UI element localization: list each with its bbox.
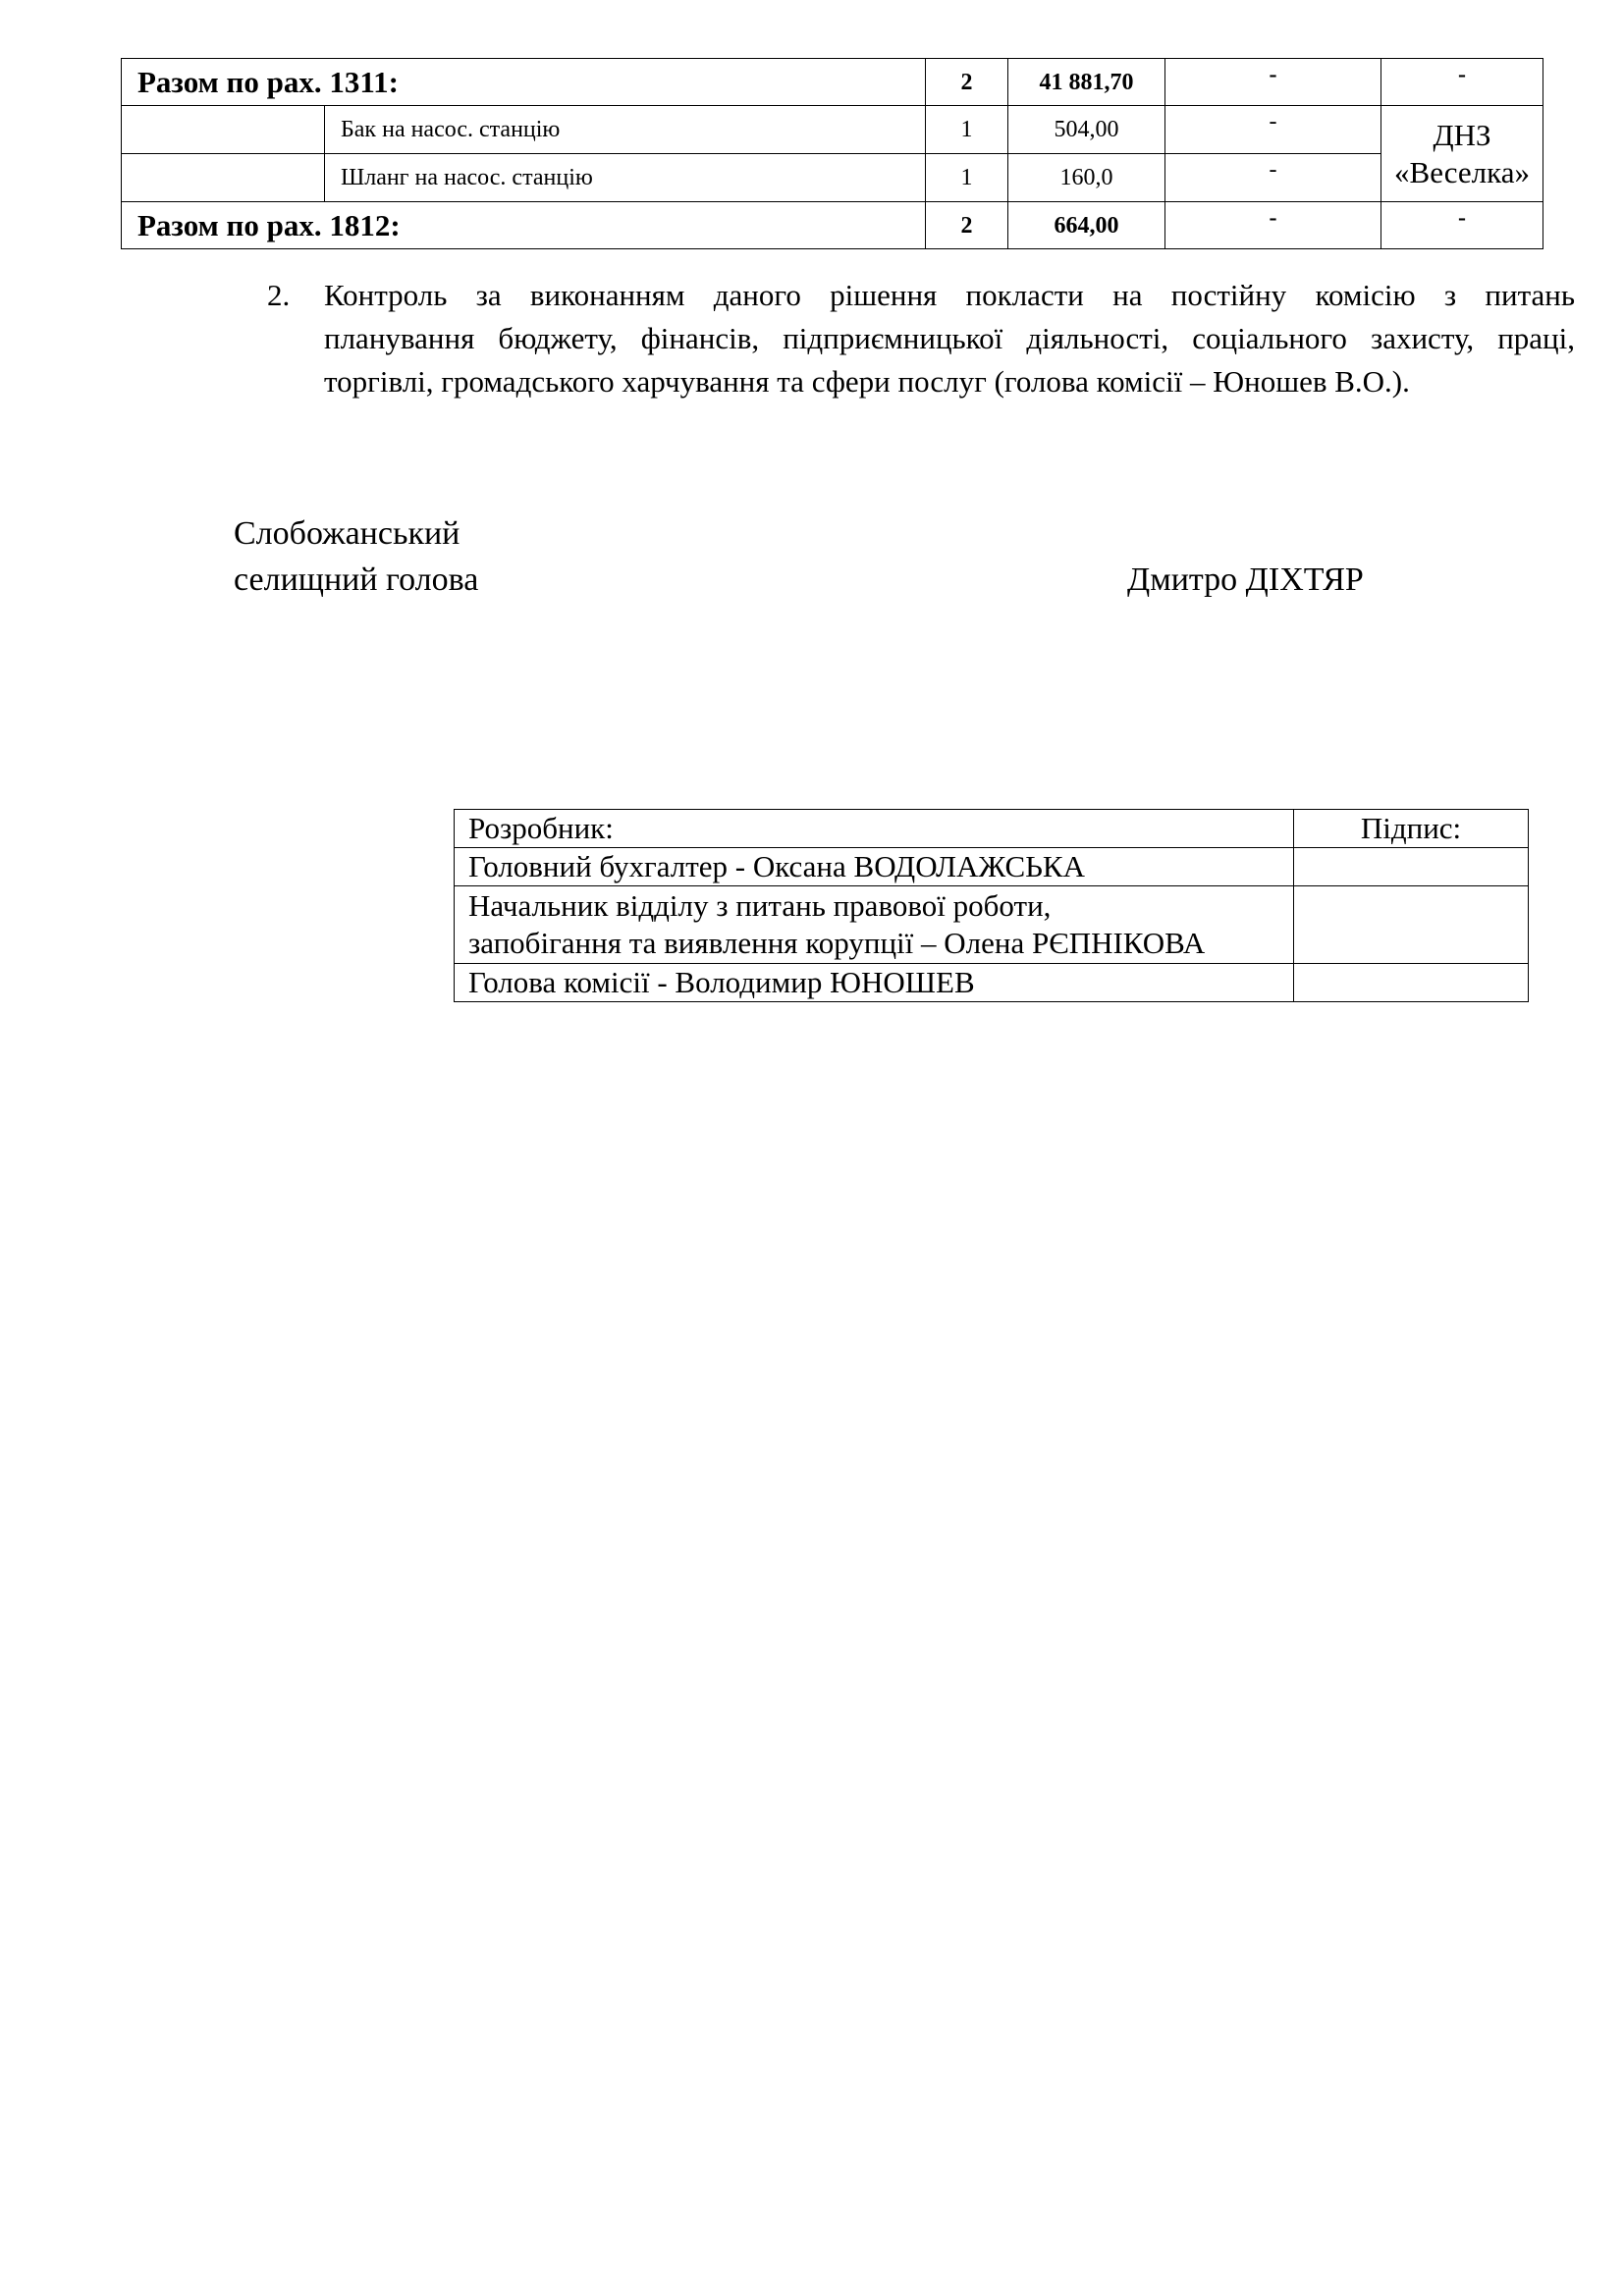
table-row	[455, 886, 1529, 964]
developer-table	[454, 809, 1529, 1002]
paragraph-line: Контроль за виконанням даного рішення покласти на постійну комісію з питань	[324, 278, 1575, 312]
item-quantity: 1	[926, 154, 1008, 202]
table-row	[122, 106, 1543, 154]
total-quantity: 2	[926, 59, 1008, 106]
developer-position	[455, 886, 1294, 964]
table-row	[455, 964, 1529, 1002]
table-row	[122, 59, 1543, 106]
total-quantity: 2	[926, 202, 1008, 249]
inventory-table	[121, 58, 1543, 249]
table-row	[455, 810, 1529, 848]
total-col5: -	[1165, 59, 1381, 106]
signatory-name: Дмитро ДІХТЯР	[1127, 561, 1364, 598]
empty-cell	[122, 154, 325, 202]
recipient-cell	[1381, 106, 1543, 202]
position-line: Головний бухгалтер - Оксана ВОДОЛАЖСЬКА	[468, 849, 1085, 883]
total-label: Разом по рах. 1812:	[122, 202, 926, 249]
item-amount: 160,0	[1008, 154, 1165, 202]
item-amount: 504,00	[1008, 106, 1165, 154]
total-label: Разом по рах. 1311:	[122, 59, 926, 106]
signatory-title	[234, 510, 478, 603]
total-amount: 664,00	[1008, 202, 1165, 249]
total-col6: -	[1381, 202, 1543, 249]
total-amount: 41 881,70	[1008, 59, 1165, 106]
table-row	[122, 202, 1543, 249]
signature-cell	[1294, 886, 1529, 964]
item-quantity: 1	[926, 106, 1008, 154]
signatory-title-line1: Слобожанський	[234, 515, 460, 552]
position-line: Начальник відділу з питань правової роботи,	[468, 888, 1052, 923]
position-line: запобігання та виявлення корупції – Олена РЄПНІКОВА	[468, 926, 1206, 960]
item-name: Шланг на насос. станцію	[325, 154, 926, 202]
signature-header: Підпис:	[1294, 810, 1529, 848]
developer-header: Розробник:	[455, 810, 1294, 848]
item-col5: -	[1165, 106, 1381, 154]
signature-cell	[1294, 964, 1529, 1002]
paragraph-line: торгівлі, громадського харчування та сфери послуг (голова комісії – Юношев В.О.).	[324, 364, 1410, 399]
signatory-title-line2: селищний голова	[234, 561, 479, 598]
total-col6: -	[1381, 59, 1543, 106]
paragraph-number: 2.	[267, 278, 291, 312]
recipient-line1: ДНЗ	[1433, 117, 1491, 152]
table-row	[455, 848, 1529, 886]
developer-position	[455, 848, 1294, 886]
empty-cell	[122, 106, 325, 154]
paragraph-2	[267, 274, 1575, 403]
developer-position	[455, 964, 1294, 1002]
position-line: Голова комісії - Володимир ЮНОШЕВ	[468, 965, 975, 999]
item-name: Бак на насос. станцію	[325, 106, 926, 154]
item-col5: -	[1165, 154, 1381, 202]
recipient-line2: «Веселка»	[1394, 154, 1530, 189]
paragraph-line: планування бюджету, фінансів, підприємницької діяльності, соціального захисту, праці,	[324, 321, 1575, 355]
signature-cell	[1294, 848, 1529, 886]
paragraph-text	[324, 274, 1575, 403]
total-col5: -	[1165, 202, 1381, 249]
table-row	[122, 154, 1543, 202]
